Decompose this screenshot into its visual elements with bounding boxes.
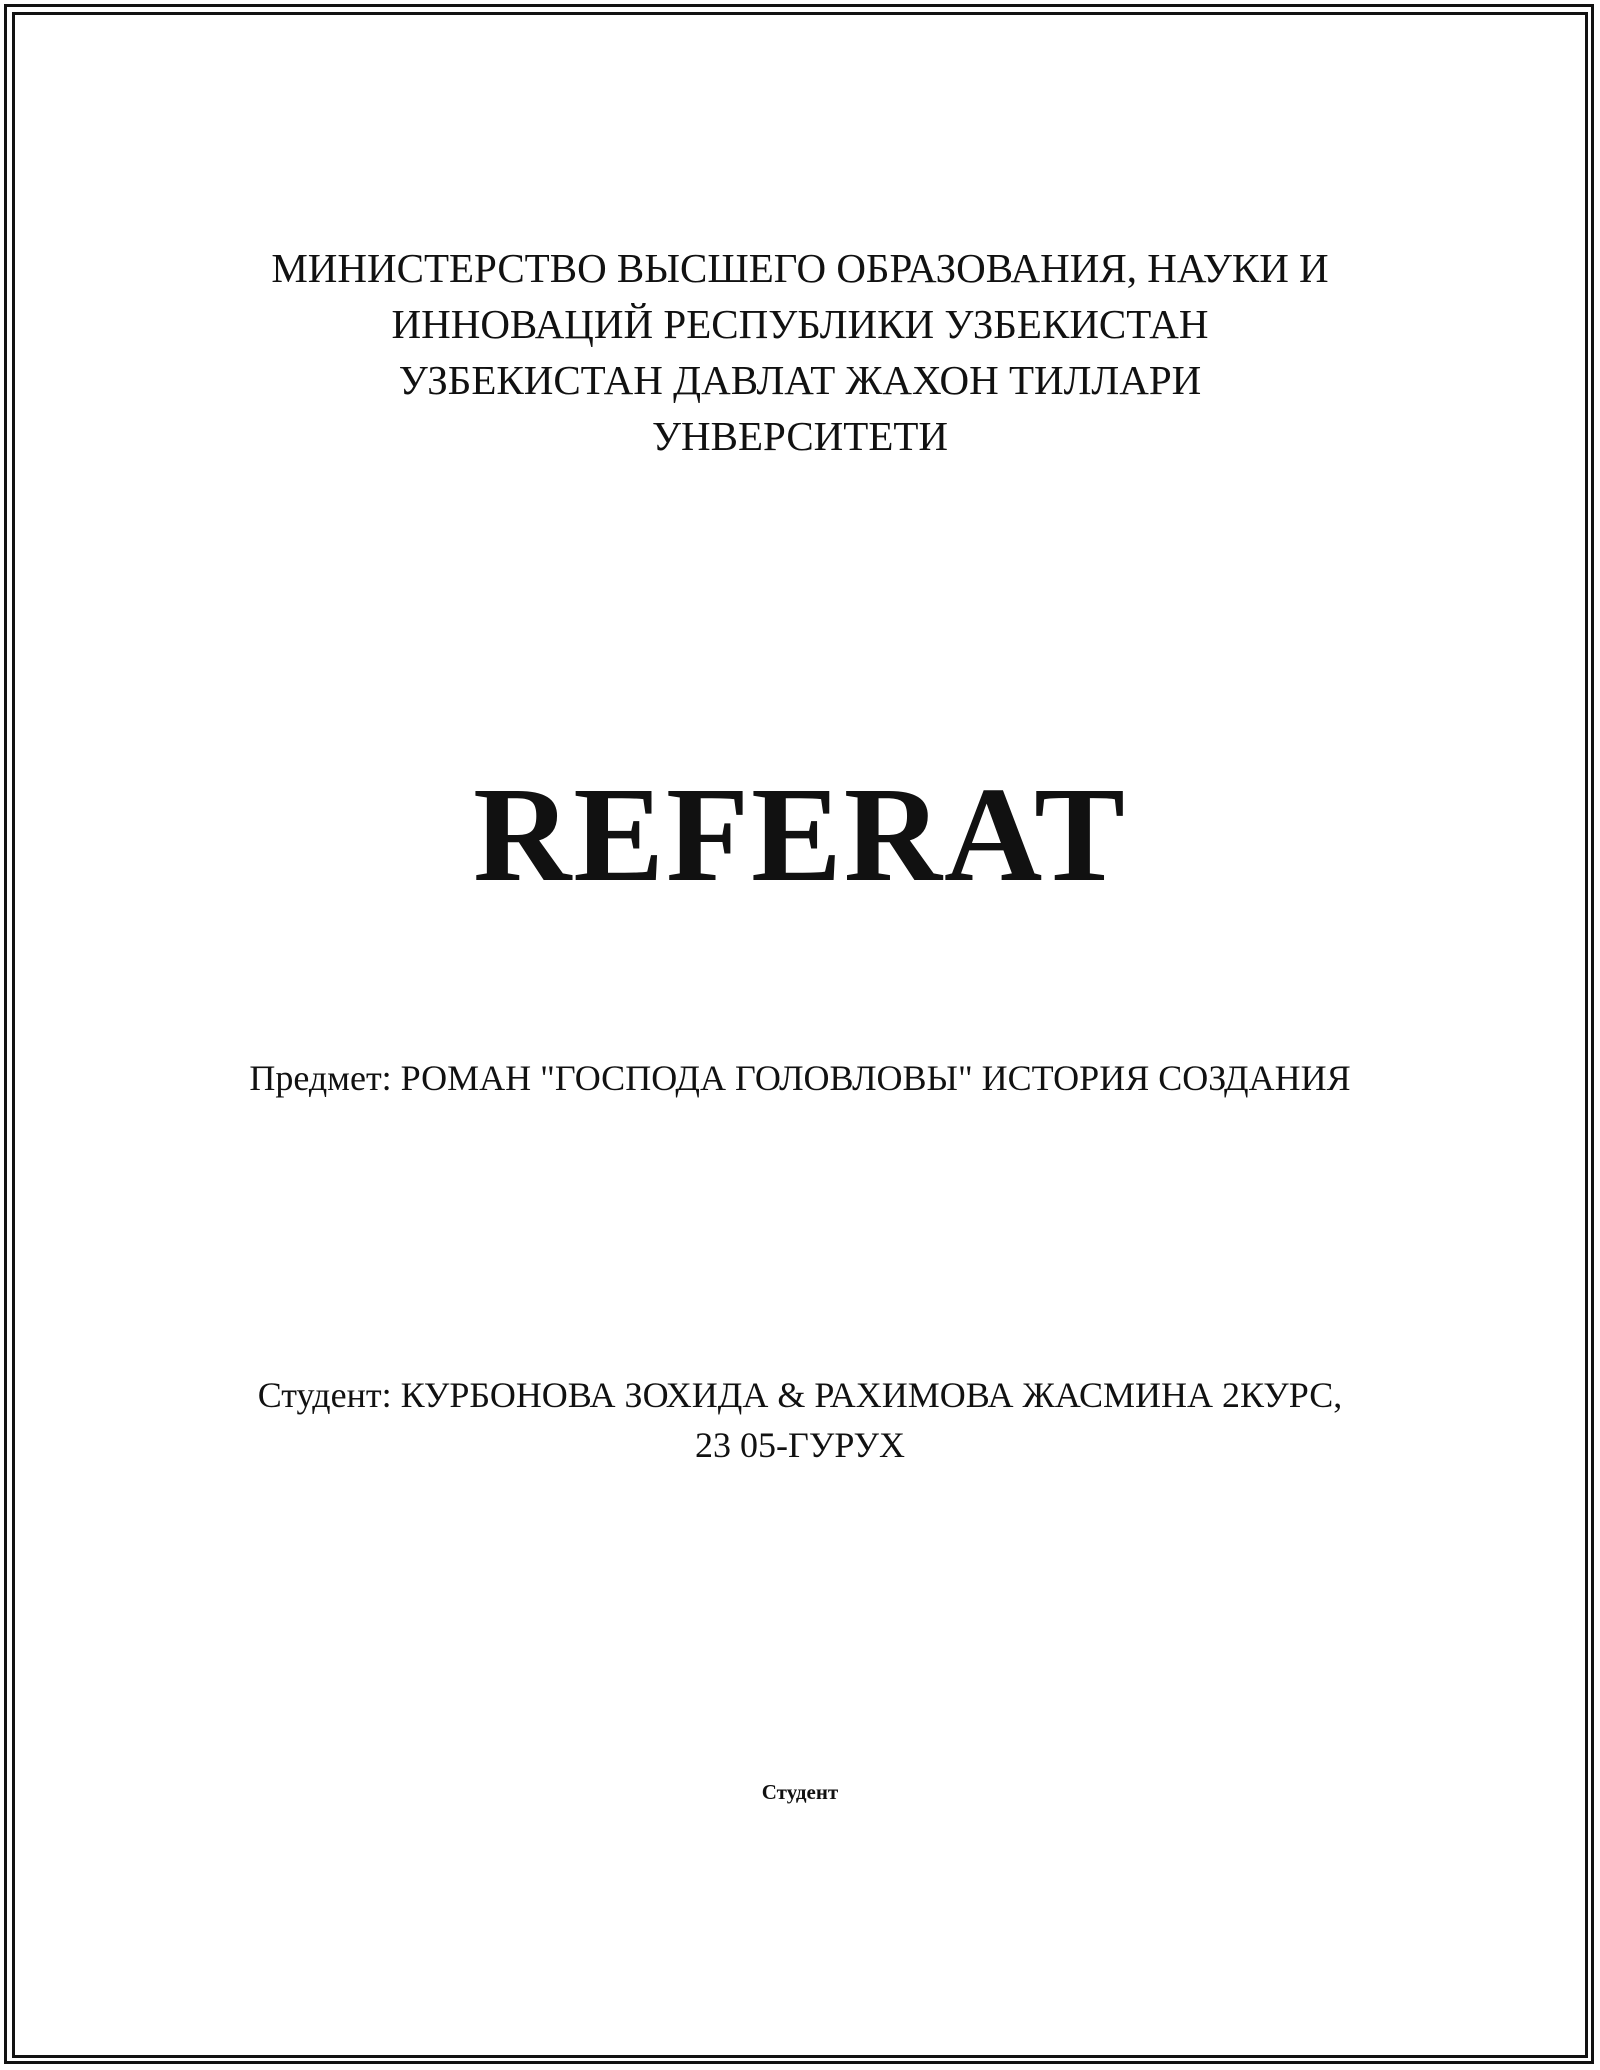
student-line: Студент: КУРБОНОВА ЗОХИДА & РАХИМОВА ЖАСМИНА 2КУРС, (257, 1375, 1343, 1415)
ministry-heading (0, 240, 1600, 464)
student-info (0, 1370, 1600, 1470)
ministry-line: УНВЕРСИТЕТИ (651, 413, 949, 459)
student-line: 23 05-ГУРУХ (695, 1425, 905, 1465)
document-title: REFERAT (473, 760, 1127, 910)
footer-student-label: Студент (761, 1780, 839, 1804)
subject-line: Предмет: РОМАН "ГОСПОДА ГОЛОВЛОВЫ" ИСТОРИЯ СОЗДАНИЯ (249, 1058, 1351, 1098)
ministry-line: МИНИСТЕРСТВО ВЫСШЕГО ОБРАЗОВАНИЯ, НАУКИ И (271, 245, 1329, 291)
ministry-line: ИННОВАЦИЙ РЕСПУБЛИКИ УЗБЕКИСТАН (391, 301, 1209, 347)
ministry-line: УЗБЕКИСТАН ДАВЛАТ ЖАХОН ТИЛЛАРИ (398, 357, 1202, 403)
